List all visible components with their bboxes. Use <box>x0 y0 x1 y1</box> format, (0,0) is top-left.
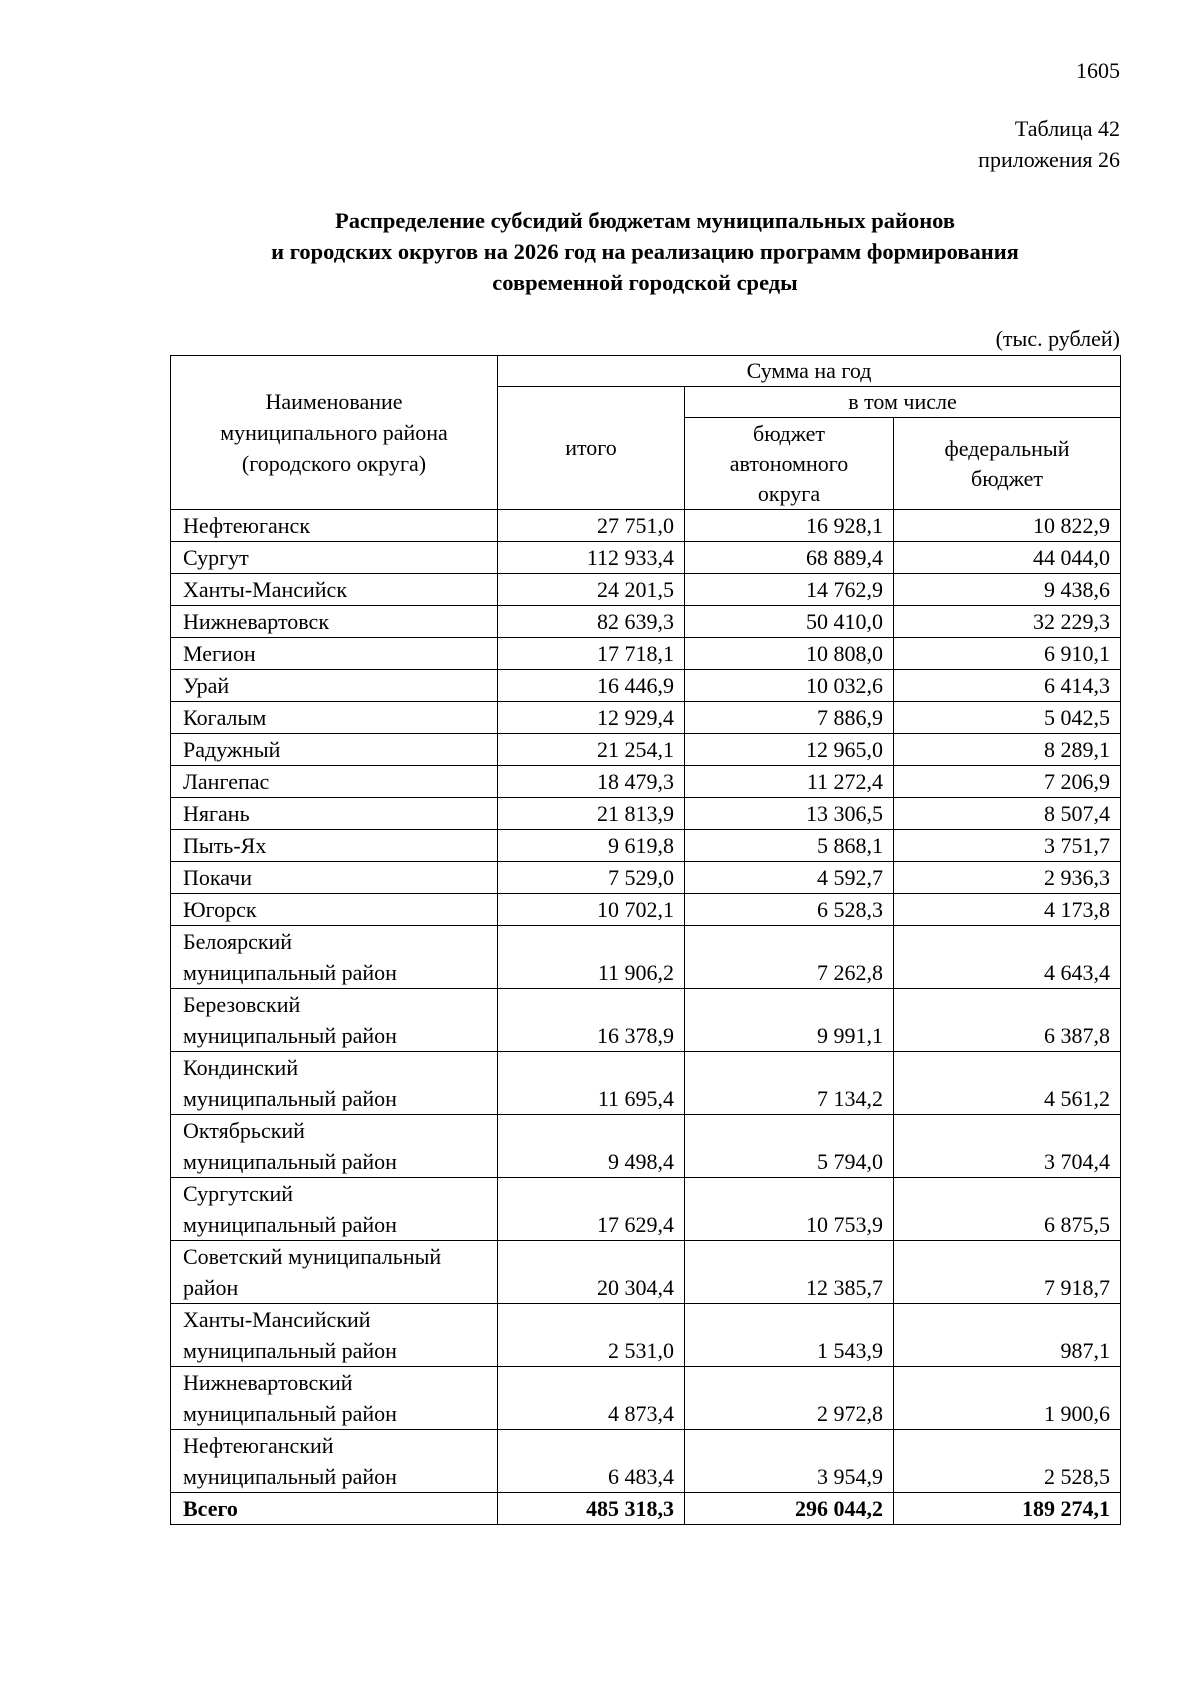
total-label: Всего <box>171 1493 498 1525</box>
table-row <box>171 1430 1121 1493</box>
row-federal-budget: 6 414,3 <box>894 670 1121 702</box>
municipality-name-line: муниципальный район <box>183 960 397 985</box>
row-total: 27 751,0 <box>498 510 685 542</box>
row-total: 18 479,3 <box>498 766 685 798</box>
row-federal-budget: 6 910,1 <box>894 638 1121 670</box>
row-federal-budget: 1 900,6 <box>894 1367 1121 1430</box>
municipality-name <box>171 766 498 798</box>
municipality-name-line: Ханты-Мансийский <box>183 1307 371 1332</box>
row-federal-budget: 987,1 <box>894 1304 1121 1367</box>
row-total: 2 531,0 <box>498 1304 685 1367</box>
municipality-name <box>171 670 498 702</box>
municipality-name-line: Сургутский <box>183 1181 294 1206</box>
table-row <box>171 766 1121 798</box>
row-okrug-budget: 10 808,0 <box>685 638 894 670</box>
municipality-name <box>171 1367 498 1430</box>
row-okrug-budget: 12 965,0 <box>685 734 894 766</box>
total-okrug-budget: 296 044,2 <box>685 1493 894 1525</box>
header-sum-per-year: Сумма на год <box>498 356 1121 387</box>
row-okrug-budget: 6 528,3 <box>685 894 894 926</box>
row-federal-budget: 6 387,8 <box>894 989 1121 1052</box>
municipality-name-line: муниципальный район <box>183 1401 397 1426</box>
municipality-name-line: Пыть-Ях <box>183 833 267 858</box>
municipality-name-line: Нижневартовский <box>183 1370 353 1395</box>
municipality-name-line: Лангепас <box>183 769 270 794</box>
municipality-name <box>171 574 498 606</box>
row-federal-budget: 8 289,1 <box>894 734 1121 766</box>
document-title-line-1: Распределение субсидий бюджетам муниципальных районов <box>334 208 956 233</box>
table-row <box>171 1241 1121 1304</box>
row-federal-budget: 5 042,5 <box>894 702 1121 734</box>
subsidy-table <box>170 355 1121 1525</box>
table-row <box>171 798 1121 830</box>
table-row <box>171 1367 1121 1430</box>
row-federal-budget: 7 918,7 <box>894 1241 1121 1304</box>
header-federal-budget <box>894 418 1121 510</box>
header-okrug-line: бюджет <box>753 420 825 446</box>
row-total: 11 695,4 <box>498 1052 685 1115</box>
row-okrug-budget: 4 592,7 <box>685 862 894 894</box>
municipality-name <box>171 606 498 638</box>
row-federal-budget: 10 822,9 <box>894 510 1121 542</box>
municipality-name-line: муниципальный район <box>183 1086 397 1111</box>
table-row <box>171 606 1121 638</box>
row-okrug-budget: 13 306,5 <box>685 798 894 830</box>
row-okrug-budget: 2 972,8 <box>685 1367 894 1430</box>
row-okrug-budget: 12 385,7 <box>685 1241 894 1304</box>
table-row <box>171 734 1121 766</box>
row-federal-budget: 3 751,7 <box>894 830 1121 862</box>
row-total: 7 529,0 <box>498 862 685 894</box>
row-okrug-budget: 7 134,2 <box>685 1052 894 1115</box>
table-reference-line-2: приложения 26 <box>978 147 1120 172</box>
table-row <box>171 574 1121 606</box>
table-row <box>171 1115 1121 1178</box>
header-including: в том числе <box>685 387 1121 418</box>
municipality-name <box>171 862 498 894</box>
municipality-name <box>171 702 498 734</box>
row-federal-budget: 32 229,3 <box>894 606 1121 638</box>
row-okrug-budget: 11 272,4 <box>685 766 894 798</box>
row-total: 21 813,9 <box>498 798 685 830</box>
header-okrug-line: округа <box>757 480 821 506</box>
municipality-name <box>171 894 498 926</box>
row-total: 6 483,4 <box>498 1430 685 1493</box>
municipality-name-line: Мегион <box>183 641 256 666</box>
header-total: итого <box>498 387 685 510</box>
table-reference <box>978 113 1120 175</box>
row-total: 9 619,8 <box>498 830 685 862</box>
municipality-name-line: Октябрьский <box>183 1118 305 1143</box>
table-row <box>171 702 1121 734</box>
row-total: 12 929,4 <box>498 702 685 734</box>
municipality-name-line: муниципальный район <box>183 1212 397 1237</box>
table-row <box>171 989 1121 1052</box>
municipality-name <box>171 638 498 670</box>
municipality-name <box>171 830 498 862</box>
municipality-name-line: район <box>183 1275 239 1300</box>
row-okrug-budget: 7 262,8 <box>685 926 894 989</box>
municipality-name-line: Нефтеюганск <box>183 513 311 538</box>
municipality-name-line: Югорск <box>183 897 257 922</box>
row-total: 16 378,9 <box>498 989 685 1052</box>
municipality-name-line: муниципальный район <box>183 1464 397 1489</box>
row-total: 9 498,4 <box>498 1115 685 1178</box>
municipality-name-line: Белоярский <box>183 929 293 954</box>
row-okrug-budget: 14 762,9 <box>685 574 894 606</box>
municipality-name-line: Нефтеюганский <box>183 1433 334 1458</box>
row-federal-budget: 7 206,9 <box>894 766 1121 798</box>
table-row <box>171 1052 1121 1115</box>
row-federal-budget: 2 528,5 <box>894 1430 1121 1493</box>
table-row <box>171 1178 1121 1241</box>
municipality-name <box>171 989 498 1052</box>
municipality-name <box>171 1430 498 1493</box>
document-title <box>0 205 1200 298</box>
municipality-name <box>171 1241 498 1304</box>
table-row <box>171 894 1121 926</box>
row-total: 17 629,4 <box>498 1178 685 1241</box>
row-federal-budget: 44 044,0 <box>894 542 1121 574</box>
municipality-name-line: Березовский <box>183 992 301 1017</box>
row-total: 24 201,5 <box>498 574 685 606</box>
header-name <box>171 356 498 510</box>
row-federal-budget: 4 643,4 <box>894 926 1121 989</box>
table-row <box>171 862 1121 894</box>
municipality-name-line: муниципальный район <box>183 1023 397 1048</box>
row-federal-budget: 3 704,4 <box>894 1115 1121 1178</box>
row-federal-budget: 2 936,3 <box>894 862 1121 894</box>
row-federal-budget: 4 561,2 <box>894 1052 1121 1115</box>
table-row <box>171 510 1121 542</box>
row-okrug-budget: 9 991,1 <box>685 989 894 1052</box>
row-federal-budget: 9 438,6 <box>894 574 1121 606</box>
total-sum: 485 318,3 <box>498 1493 685 1525</box>
table-row <box>171 670 1121 702</box>
municipality-name <box>171 1178 498 1241</box>
row-total: 112 933,4 <box>498 542 685 574</box>
total-federal-budget: 189 274,1 <box>894 1493 1121 1525</box>
row-total: 17 718,1 <box>498 638 685 670</box>
row-federal-budget: 6 875,5 <box>894 1178 1121 1241</box>
municipality-name-line: Урай <box>183 673 230 698</box>
row-okrug-budget: 3 954,9 <box>685 1430 894 1493</box>
header-okrug-line: автономного <box>729 450 849 476</box>
row-total: 82 639,3 <box>498 606 685 638</box>
table-body <box>171 510 1121 1525</box>
municipality-name-line: Ханты-Мансийск <box>183 577 348 602</box>
row-okrug-budget: 5 794,0 <box>685 1115 894 1178</box>
municipality-name-line: муниципальный район <box>183 1149 397 1174</box>
row-okrug-budget: 1 543,9 <box>685 1304 894 1367</box>
page-number: 1605 <box>1076 58 1120 83</box>
row-okrug-budget: 7 886,9 <box>685 702 894 734</box>
header-federal-line: бюджет <box>971 465 1043 491</box>
municipality-name-line: Сургут <box>183 545 249 570</box>
row-total: 21 254,1 <box>498 734 685 766</box>
municipality-name <box>171 542 498 574</box>
total-row <box>171 1493 1121 1525</box>
row-total: 16 446,9 <box>498 670 685 702</box>
municipality-name <box>171 926 498 989</box>
municipality-name-line: Когалым <box>183 705 267 730</box>
row-okrug-budget: 16 928,1 <box>685 510 894 542</box>
municipality-name-line: Нижневартовск <box>183 609 330 634</box>
municipality-name <box>171 734 498 766</box>
row-federal-budget: 4 173,8 <box>894 894 1121 926</box>
municipality-name <box>171 510 498 542</box>
municipality-name-line: Нягань <box>183 801 250 826</box>
header-name-line: Наименование <box>265 389 403 414</box>
document-title-line-3: современной городской среды <box>492 270 798 295</box>
table-reference-line-1: Таблица 42 <box>1014 116 1120 141</box>
header-okrug-budget <box>685 418 894 510</box>
row-federal-budget: 8 507,4 <box>894 798 1121 830</box>
table-row <box>171 542 1121 574</box>
table-row <box>171 926 1121 989</box>
header-name-line: муниципального района <box>220 420 448 445</box>
municipality-name-line: Кондинский <box>183 1055 299 1080</box>
municipality-name-line: Покачи <box>183 865 252 890</box>
header-row-1 <box>171 356 1121 387</box>
table-row <box>171 830 1121 862</box>
municipality-name-line: Радужный <box>183 737 281 762</box>
municipality-name <box>171 798 498 830</box>
row-okrug-budget: 5 868,1 <box>685 830 894 862</box>
row-total: 20 304,4 <box>498 1241 685 1304</box>
units-label: (тыс. рублей) <box>995 326 1120 351</box>
table-row <box>171 1304 1121 1367</box>
table-row <box>171 638 1121 670</box>
row-okrug-budget: 50 410,0 <box>685 606 894 638</box>
municipality-name <box>171 1304 498 1367</box>
table-header <box>171 356 1121 510</box>
municipality-name <box>171 1115 498 1178</box>
municipality-name-line: муниципальный район <box>183 1338 397 1363</box>
header-name-line: (городского округа) <box>241 451 427 476</box>
row-okrug-budget: 10 753,9 <box>685 1178 894 1241</box>
row-okrug-budget: 68 889,4 <box>685 542 894 574</box>
municipality-name <box>171 1052 498 1115</box>
header-federal-line: федеральный <box>944 435 1070 461</box>
row-total: 4 873,4 <box>498 1367 685 1430</box>
municipality-name-line: Советский муниципальный <box>183 1244 442 1269</box>
row-total: 11 906,2 <box>498 926 685 989</box>
document-title-line-2: и городских округов на 2026 год на реализацию программ формирования <box>271 239 1019 264</box>
row-okrug-budget: 10 032,6 <box>685 670 894 702</box>
row-total: 10 702,1 <box>498 894 685 926</box>
